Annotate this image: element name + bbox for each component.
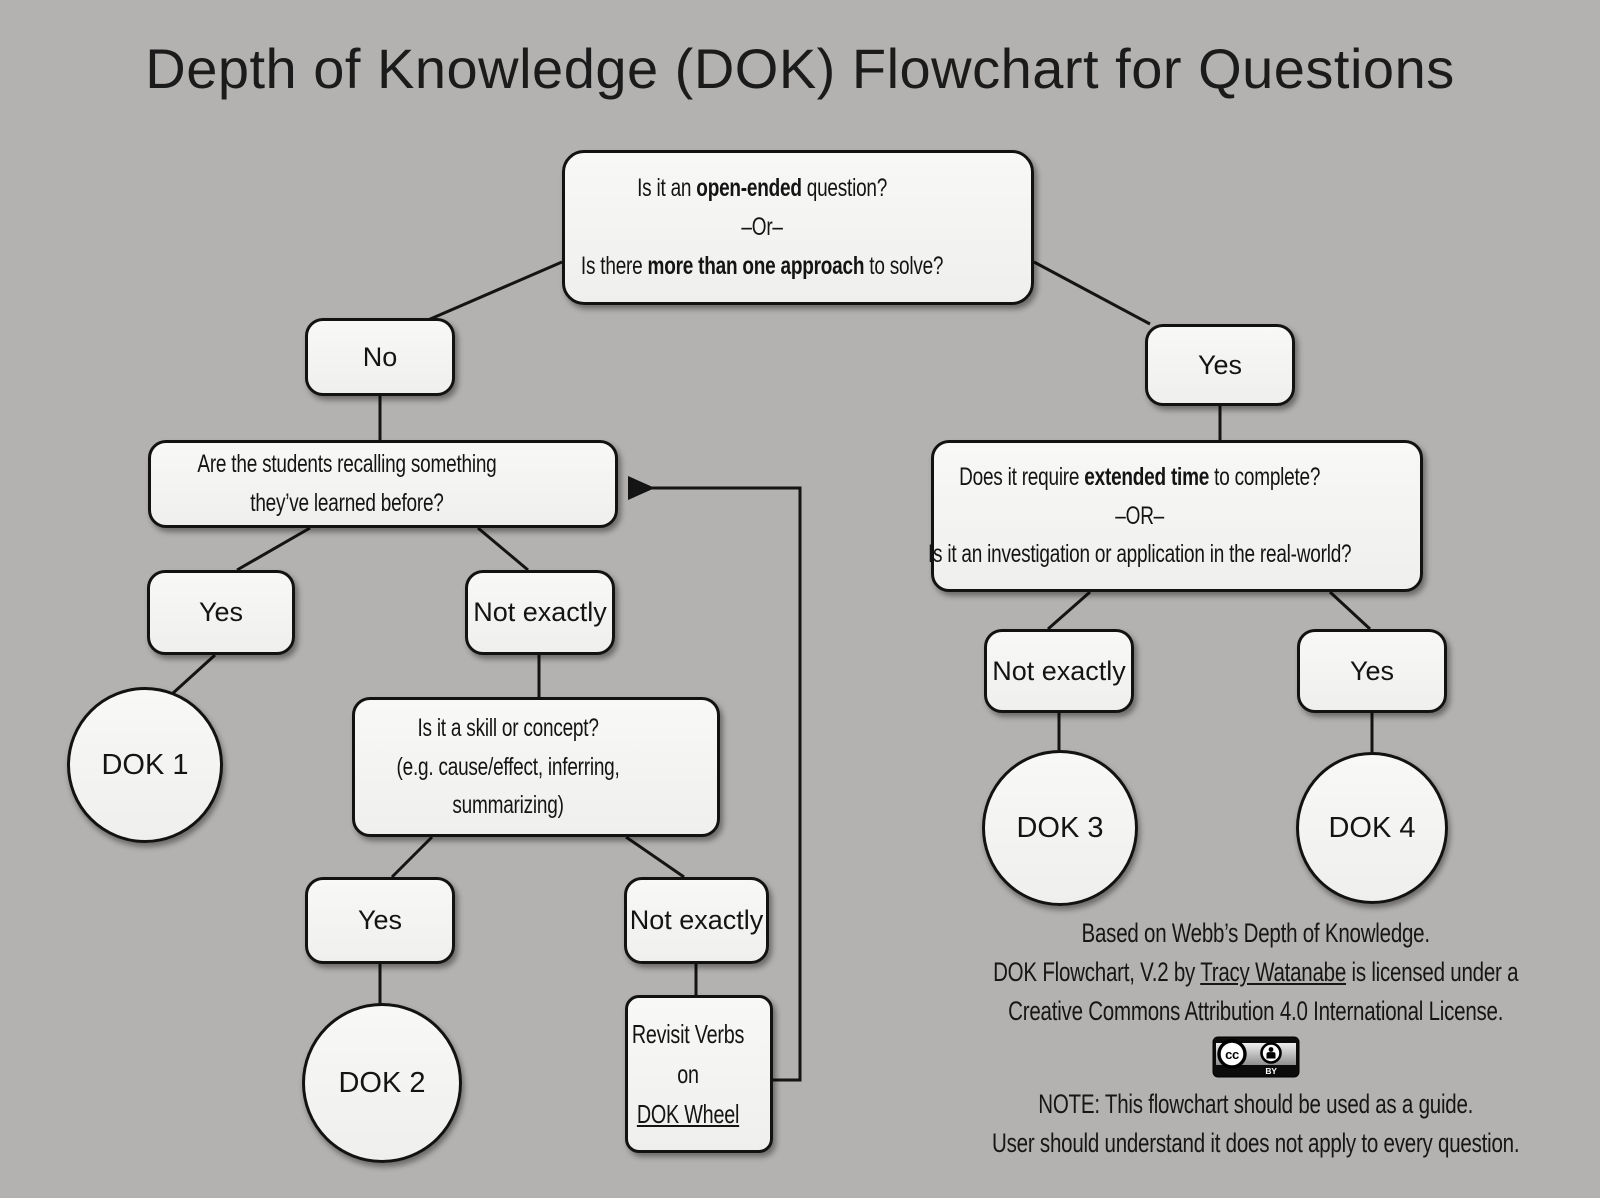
svg-text:cc: cc — [1225, 1047, 1239, 1062]
node-yes-left1-label: Yes — [198, 597, 244, 627]
text-segment: User should understand it does not apply to every question. — [992, 1128, 1520, 1158]
node-dok4 — [1296, 752, 1448, 904]
text-segment: NOTE: This flowchart should be used as a guide. — [1038, 1089, 1474, 1119]
node-not-exactly-left1-label: Not exactly — [473, 597, 607, 627]
text-segment: Revisit Verbs — [631, 1018, 745, 1049]
text-segment: Is there — [580, 251, 648, 280]
text-segment: –Or– — [741, 213, 783, 242]
text-line — [626, 1054, 751, 1094]
cc-by-badge-icon — [1212, 1036, 1300, 1078]
text-line — [929, 914, 1582, 953]
text-line — [926, 535, 1353, 574]
node-dok2-label: DOK 2 — [338, 1066, 426, 1099]
connector-recall-notexactly — [478, 528, 528, 570]
node-not-exactly-left2 — [624, 877, 769, 964]
page-title: Depth of Knowledge (DOK) Flowchart for Questions — [145, 37, 1455, 100]
node-revisit-verbs-text — [626, 1014, 751, 1135]
node-dok3-label: DOK 3 — [1016, 811, 1104, 844]
node-dok1 — [67, 687, 223, 843]
tracy-watanabe-link[interactable]: Tracy Watanabe — [1200, 957, 1347, 987]
connector-skill-notexactly — [626, 837, 684, 877]
cc-by-badge[interactable] — [928, 1033, 1584, 1081]
node-yes-left2-label: Yes — [357, 905, 403, 935]
text-line — [926, 497, 1353, 536]
text-segment: to solve? — [864, 251, 944, 280]
text-line — [929, 1124, 1582, 1163]
text-segment: Does it require — [958, 462, 1084, 491]
footer-block — [928, 914, 1584, 1163]
node-recall-question — [148, 440, 618, 528]
text-segment: DOK Flowchart, V.2 by — [993, 957, 1201, 987]
node-skill-question-text — [349, 709, 667, 825]
text-segment: more than one approach — [647, 251, 865, 280]
node-not-exactly-left1 — [465, 570, 615, 655]
connector-recall-yes — [237, 528, 310, 570]
text-segment: Creative Commons Attribution 4.0 International License. — [1008, 996, 1504, 1026]
text-line — [349, 709, 667, 748]
text-segment: summarizing) — [452, 791, 564, 820]
connector-skill-yes — [392, 837, 432, 877]
text-line — [143, 484, 550, 523]
text-segment: –OR– — [1114, 501, 1164, 530]
node-yes-top-label: Yes — [1197, 349, 1243, 380]
text-line — [626, 1014, 751, 1054]
node-not-exactly-right-label: Not exactly — [992, 655, 1126, 686]
connector-root-yes — [1034, 262, 1150, 324]
text-line — [557, 247, 966, 286]
text-line — [349, 748, 667, 787]
text-segment: open-ended — [696, 174, 802, 203]
text-line — [626, 1094, 751, 1134]
node-no-label: No — [362, 341, 398, 372]
text-line — [929, 953, 1582, 992]
note-text — [929, 1085, 1582, 1163]
text-segment: is licensed under a — [1346, 957, 1519, 987]
connector-extended-yes — [1330, 592, 1370, 629]
node-not-exactly-right — [984, 629, 1134, 713]
attribution-text — [929, 914, 1582, 1031]
text-line — [557, 169, 966, 208]
node-yes-right2-label: Yes — [1349, 655, 1395, 686]
text-segment: on — [677, 1058, 699, 1089]
text-segment: Based on Webb’s Depth of Knowledge. — [1081, 918, 1431, 948]
node-root-question — [562, 150, 1034, 305]
node-root-question-text — [557, 169, 966, 285]
node-dok3 — [982, 750, 1138, 906]
node-skill-question — [352, 697, 720, 837]
text-line — [926, 458, 1353, 497]
node-yes-left2 — [305, 877, 455, 964]
text-segment: (e.g. cause/effect, inferring, — [396, 752, 620, 781]
text-segment: to complete? — [1208, 462, 1320, 491]
node-revisit-verbs — [625, 995, 773, 1153]
text-segment: Is it an — [636, 174, 697, 203]
text-line — [929, 992, 1582, 1031]
node-extended-question — [927, 440, 1423, 592]
text-segment: they’ve learned before? — [250, 489, 444, 517]
text-line — [557, 208, 966, 247]
text-segment: Are the students recalling something — [197, 450, 497, 479]
text-line — [349, 786, 667, 825]
node-dok2 — [302, 1003, 462, 1163]
svg-text:BY: BY — [1265, 1066, 1277, 1076]
node-yes-left1 — [147, 570, 295, 655]
connector-extended-notexactly — [1048, 592, 1090, 629]
node-no — [305, 318, 455, 396]
dok-wheel-link[interactable]: DOK Wheel — [636, 1099, 740, 1130]
text-segment: Is it an investigation or application in the real-world? — [927, 540, 1352, 569]
node-not-exactly-left2-label: Not exactly — [629, 905, 764, 935]
node-recall-question-text — [143, 445, 550, 523]
node-dok4-label: DOK 4 — [1328, 811, 1416, 844]
text-segment: extended time — [1083, 462, 1209, 491]
connector-root-no — [428, 262, 562, 320]
connector-yes-dok1 — [172, 655, 215, 694]
node-yes-right2 — [1297, 629, 1447, 713]
node-yes-top — [1145, 324, 1295, 406]
text-line — [143, 445, 550, 484]
text-segment: Is it a skill or concept? — [417, 713, 599, 742]
text-line — [929, 1085, 1582, 1124]
node-extended-question-text — [926, 458, 1353, 574]
node-dok1-label: DOK 1 — [101, 748, 189, 781]
text-segment: question? — [801, 174, 887, 203]
